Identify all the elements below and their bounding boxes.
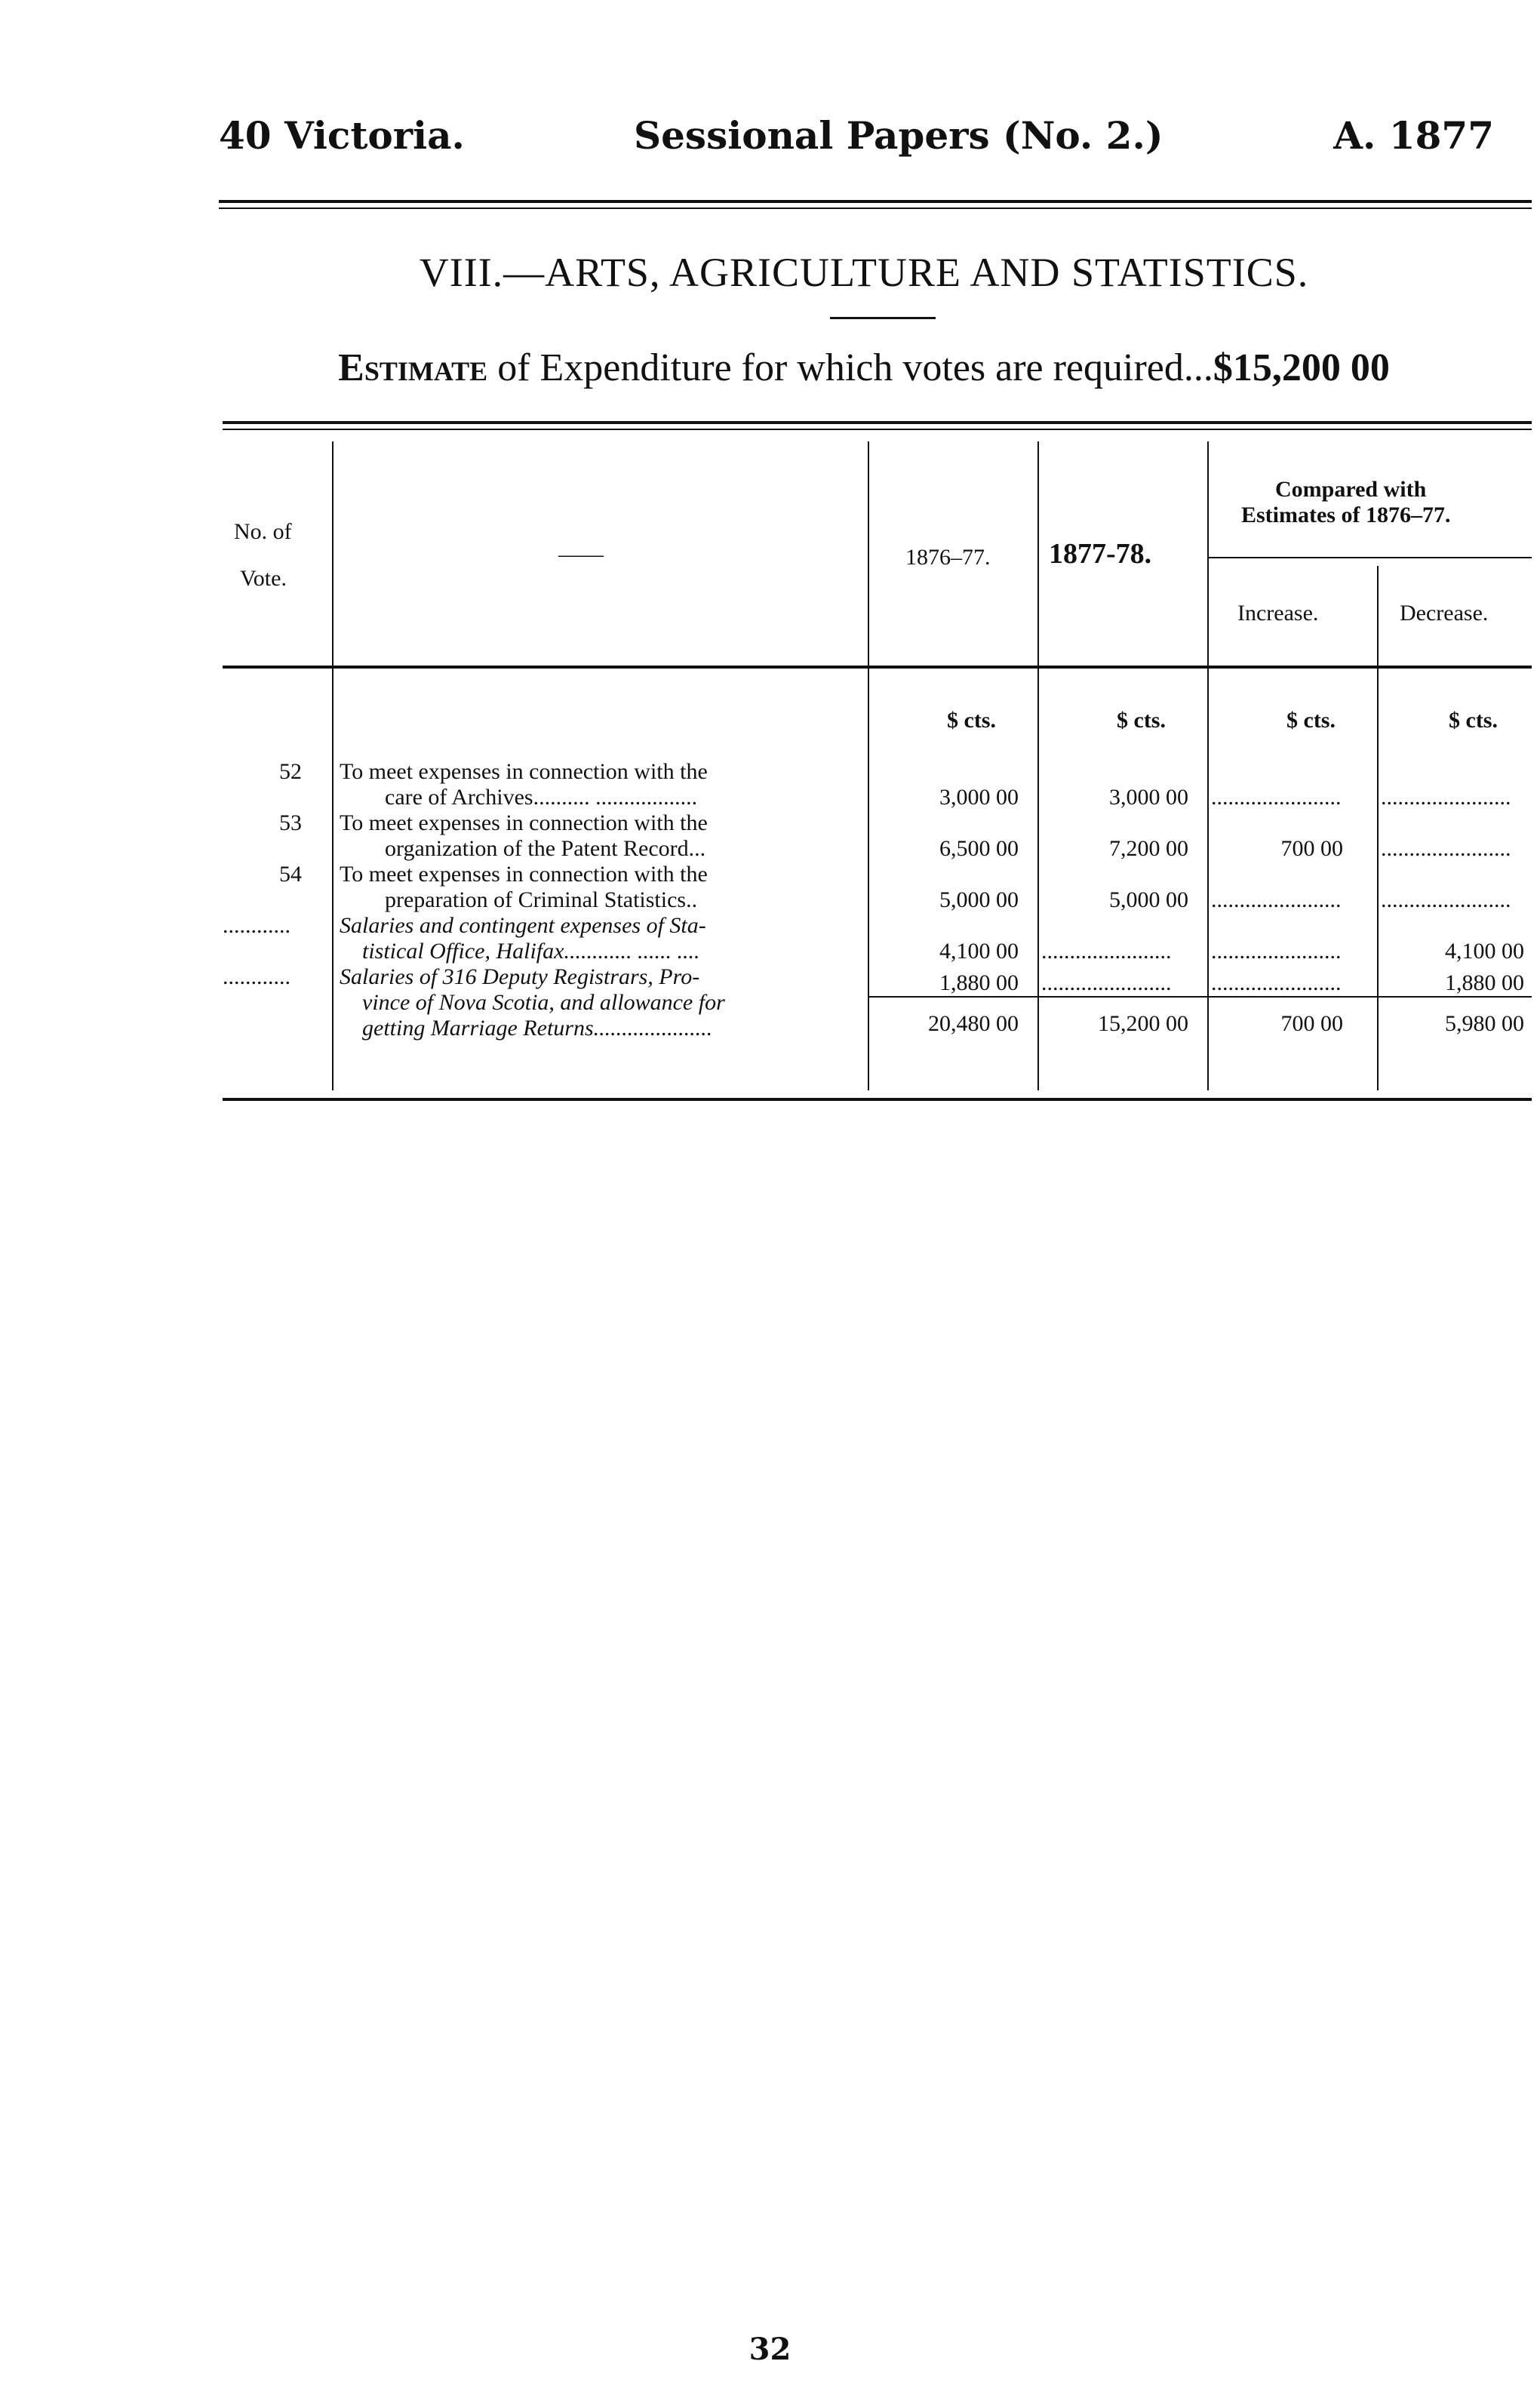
value-increase: .......................	[1211, 939, 1342, 964]
header-year: A. 1877	[1333, 113, 1494, 158]
page-number: 32	[748, 2332, 792, 2367]
header-compared-line2: Estimates of 1876–77.	[1241, 503, 1451, 527]
value-1876: 3,000 00	[939, 785, 1019, 810]
estimate-text: of Expenditure for which votes are required...	[487, 346, 1213, 389]
row-description: Salaries of 316 Deputy Registrars, Pro- vince of Nova Scotia, and allowance for getting Marriage Returns.....................	[340, 964, 725, 1041]
header-vote-line1: No. of	[234, 519, 292, 544]
header-bottom-rule	[223, 666, 1532, 669]
row-description: Salaries and contingent expenses of Sta- tistical Office, Halifax............ ...... ....	[340, 913, 706, 964]
compared-rule	[1207, 557, 1532, 558]
value-increase: .......................	[1211, 970, 1342, 995]
row-description: To meet expenses in connection with the preparation of Criminal Statistics..	[340, 862, 708, 912]
header-rule-thin	[219, 208, 1532, 209]
title-short-rule	[830, 317, 936, 319]
value-increase: .......................	[1211, 785, 1342, 810]
value-1876: 6,500 00	[939, 836, 1019, 861]
unit-decrease: $ cts.	[1449, 708, 1498, 733]
vote-number: 53	[279, 810, 302, 835]
value-1876: 1,880 00	[939, 970, 1019, 995]
header-sessional-papers: Sessional Papers (No. 2.)	[634, 113, 1163, 158]
header-1876: 1876–77.	[905, 545, 991, 570]
value-decrease: 1,880 00	[1445, 970, 1524, 995]
subtotal-rule	[868, 996, 1532, 998]
value-increase: .......................	[1211, 887, 1342, 912]
total-1877: 15,200 00	[1098, 1011, 1188, 1036]
value-decrease: .......................	[1381, 836, 1511, 861]
unit-increase: $ cts.	[1286, 708, 1336, 733]
header-compared-line1: Compared with	[1275, 477, 1427, 502]
header-decrease: Decrease.	[1400, 601, 1489, 626]
vote-number: ............	[223, 913, 290, 938]
value-1877: 7,200 00	[1109, 836, 1188, 861]
vote-number: 54	[279, 862, 302, 887]
section-title: VIII.—ARTS, AGRICULTURE AND STATISTICS.	[419, 250, 1309, 295]
value-1877: 3,000 00	[1109, 785, 1188, 810]
table-top-rule	[223, 421, 1532, 424]
value-increase: 700 00	[1280, 836, 1343, 861]
row-description: To meet expenses in connection with the organization of the Patent Record...	[340, 810, 708, 861]
col-rule-vote	[332, 441, 334, 1090]
unit-1876: $ cts.	[947, 708, 996, 733]
value-1876: 5,000 00	[939, 887, 1019, 912]
total-increase: 700 00	[1280, 1011, 1343, 1036]
col-rule-desc	[868, 441, 869, 1090]
total-decrease: 5,980 00	[1445, 1011, 1524, 1036]
table-bottom-rule	[223, 1098, 1532, 1101]
col-rule-1876	[1037, 441, 1039, 1090]
value-decrease: .......................	[1381, 887, 1511, 912]
vote-number: 52	[279, 759, 302, 784]
header-vote-line2: Vote.	[240, 566, 287, 591]
header-increase: Increase.	[1237, 601, 1319, 626]
value-decrease: 4,100 00	[1445, 939, 1524, 964]
vote-number: ............	[223, 964, 290, 989]
header-rule-thick	[219, 200, 1532, 203]
value-1877: 5,000 00	[1109, 887, 1188, 912]
col-rule-increase	[1377, 566, 1379, 1090]
col-rule-1877	[1207, 441, 1209, 1090]
total-1876: 20,480 00	[928, 1011, 1019, 1036]
header-volume: 40 Victoria.	[219, 113, 465, 158]
value-1877: .......................	[1041, 970, 1172, 995]
table-top-rule-thin	[223, 429, 1532, 430]
unit-1877: $ cts.	[1117, 708, 1166, 733]
value-1876: 4,100 00	[939, 939, 1019, 964]
header-desc: ——	[558, 542, 604, 567]
header-1877: 1877-78.	[1049, 538, 1152, 570]
estimate-amount: $15,200 00	[1213, 346, 1390, 389]
value-decrease: .......................	[1381, 785, 1511, 810]
running-header	[219, 113, 1509, 174]
row-description: To meet expenses in connection with the care of Archives.......... ..................	[340, 759, 708, 810]
estimate-lead: Estimate	[338, 346, 488, 389]
estimate-line	[219, 346, 1509, 390]
value-1877: .......................	[1041, 939, 1172, 964]
